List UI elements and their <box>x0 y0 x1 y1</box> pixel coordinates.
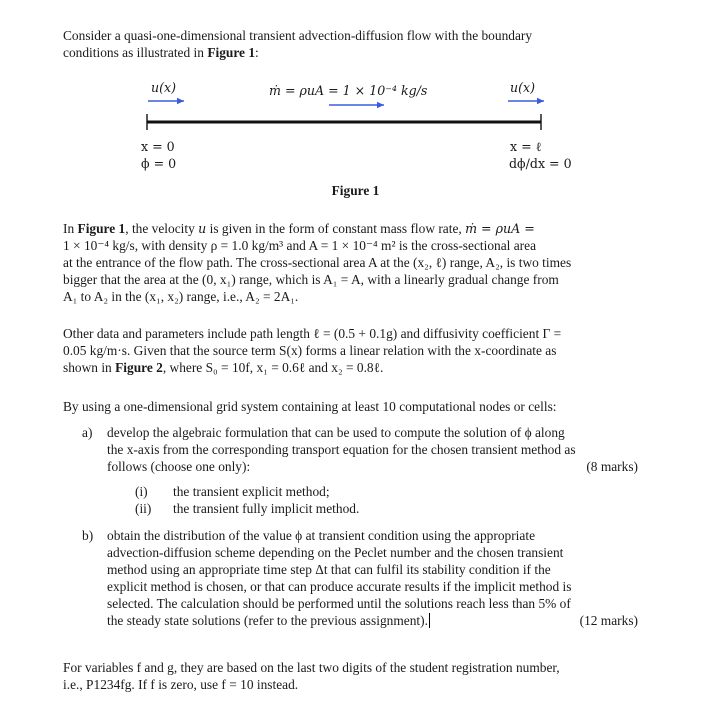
para2-line-3: shown in Figure 2, where S₀ = 10f, x₁ = 0.6ℓ and x₂ = 0.8ℓ. <box>63 360 384 375</box>
right-bc-phi: dϕ/dx = 0 <box>509 156 572 171</box>
option-2-number: (ii) <box>135 501 152 516</box>
intro-line-1: Consider a quasi-one-dimensional transient advection-diffusion flow with the boundary <box>63 28 533 43</box>
figure-1-reference: Figure 1 <box>207 45 256 60</box>
right-velocity-label: u(x) <box>510 80 536 95</box>
question-b-line-6: the steady state solutions (refer to the previous assignment). (12 marks) <box>107 613 638 628</box>
figure-1-caption: Figure 1 <box>331 183 380 198</box>
question-a-label: a) <box>82 425 93 440</box>
option-implicit <box>135 500 359 517</box>
option-1-number: (i) <box>135 484 148 499</box>
text-cursor <box>429 613 430 628</box>
question-b-label: b) <box>82 528 94 543</box>
question-a <box>82 424 638 475</box>
variables-note <box>63 659 638 693</box>
question-a-line-3: follows (choose one only): (8 marks) <box>107 459 638 474</box>
grid-instruction: By using a one-dimensional grid system containing at least 10 computational nodes or cells: <box>63 399 557 414</box>
intro-line-2: conditions as illustrated in Figure 1: <box>63 45 259 60</box>
figure-1-drawing <box>0 90 711 230</box>
para1-line-5: A₁ to A₂ in the (x₁, x₂) range, i.e., A₂ = 2A₁. <box>63 289 299 304</box>
question-b <box>82 527 638 629</box>
para1-line-2: 1 × 10⁻⁴ kg/s, with density ρ = 1.0 kg/m³ and A = 1 × 10⁻⁴ m² is the cross-sectional area <box>63 238 537 253</box>
option-1-text: the transient explicit method; <box>173 484 330 499</box>
figure-2-reference: Figure 2 <box>115 360 163 375</box>
figure-1-reference: Figure 1 <box>77 221 126 236</box>
question-b-line-2: advection-diffusion scheme depending on the Peclet number and the chosen transient <box>107 545 564 560</box>
parameters-paragraph <box>63 325 638 376</box>
question-a-line-1: develop the algebraic formulation that can be used to compute the solution of ϕ along <box>107 425 565 440</box>
question-b-line-5: selected. The calculation should be performed until the solutions reach less than 5% of <box>107 596 571 611</box>
question-b-line-1: obtain the distribution of the value ϕ at transient condition using the appropriate <box>107 528 536 543</box>
para1-line-4: bigger that the area at the (0, x₁) range, which is A₁ = A, with a linearly gradual change from <box>63 272 559 287</box>
left-bc-x: x = 0 <box>141 139 175 154</box>
question-b-marks: (12 marks) <box>579 613 638 628</box>
para2-line-2: 0.05 kg/m·s. Given that the source term S(x) forms a linear relation with the x-coordinate as <box>63 343 557 358</box>
para2-line-1: Other data and parameters include path length ℓ = (0.5 + 0.1g) and diffusivity coefficient Γ = <box>63 326 562 341</box>
question-b-line-4: explicit method is chosen, or that can produce accurate results if the implicit method is <box>107 579 572 594</box>
question-a-line-2: the x-axis from the corresponding transport equation for the chosen transient method as <box>107 442 576 457</box>
option-2-text: the transient fully implicit method. <box>173 501 360 516</box>
para1-line-3: at the entrance of the flow path. The cross-sectional area A at the (x₂, ℓ) range, A₂, is two times <box>63 255 572 270</box>
para1-line-1: In Figure 1, the velocity u is given in the form of constant mass flow rate, ṁ = ρuA = <box>63 221 535 236</box>
left-velocity-label: u(x) <box>151 80 177 95</box>
left-bc-phi: ϕ = 0 <box>141 156 177 171</box>
footer-line-1: For variables f and g, they are based on the last two digits of the student registration number, <box>63 660 560 675</box>
velocity-paragraph <box>63 220 638 305</box>
right-bc-x: x = ℓ <box>510 139 542 154</box>
option-explicit <box>135 483 330 500</box>
footer-line-2: i.e., P1234fg. If f is zero, use f = 10 instead. <box>63 677 299 692</box>
question-a-marks: (8 marks) <box>586 459 638 474</box>
mass-flow-label: ṁ = ρuA = 1 × 10⁻⁴ kg/s <box>269 83 428 98</box>
intro-paragraph <box>63 27 638 61</box>
question-b-line-3: method using an appropriate time step Δt that can fulfil its stability condition if the <box>107 562 551 577</box>
